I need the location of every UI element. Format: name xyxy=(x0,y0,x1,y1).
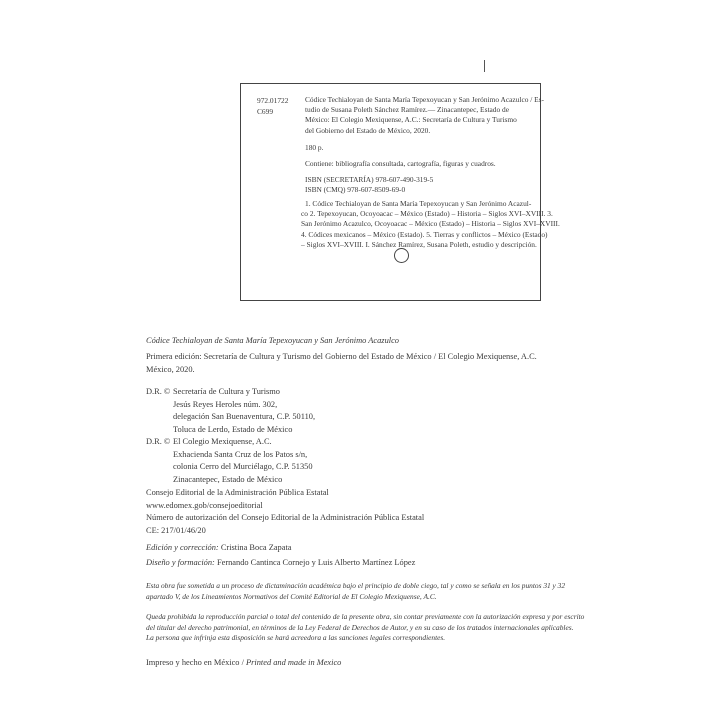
edition-credit: Edición y corrección: Cristina Boca Zapata xyxy=(146,543,292,552)
main-entry: Códice Techialoyan de Santa María Tepexoyucan y San Jerónimo Acazulco / Es- tudio de Susana Poleth Sánchez Ramírez.— Zinacantepec, Estado de México: El Colegio Mexiquense, A.C.: Secretaría de Cultura y Turismo del Gobierno del Estado de México, 2020. xyxy=(305,95,545,135)
isbn-list: ISBN (SECRETARÍA) 978-607-490-319-5 ISBN (CMQ) 978-607-8509-69-0 xyxy=(305,175,434,195)
card-hole-icon xyxy=(394,248,409,263)
contents-note: Contiene: bibliografía consultada, cartografía, figuras y cuadros. xyxy=(305,159,496,168)
call-number: 972.01722 C699 xyxy=(257,96,289,116)
catalog-card xyxy=(240,83,560,301)
design-credit: Diseño y formación: Fernando Cantinca Cornejo y Luis Alberto Martínez López xyxy=(146,558,416,567)
peer-review-note: Esta obra fue sometida a un proceso de dictaminación académica bajo el principio de doble ciego, tal y como se señala en los puntos 31 y 32 apartado V, de los Lineamientos Normativos del Comité Editorial de El Colegio Mexiquense, A.C. xyxy=(146,581,566,601)
edition-statement: Primera edición: Secretaría de Cultura y Turismo del Gobierno del Estado de México / El Colegio Mexiquense, A.C. México, 2020. xyxy=(146,352,537,374)
crop-mark xyxy=(484,60,485,72)
reproduction-notice: Queda prohibida la reproducción parcial o total del contenido de la presente obra, sin contar previamente con la autorización expresa y por escrito del titular del derecho patrimonial, en términos de la Ley Federal de Derechos de Autor, y en su caso de los tratados internacionales aplicables. La persona que infrinja esta disposición se hará acreedora a las sanciones legales correspondientes. xyxy=(146,612,585,643)
book-title: Códice Techialoyan de Santa María Tepexoyucan y San Jerónimo Acazulco xyxy=(146,336,399,345)
pages: 180 p. xyxy=(305,143,324,152)
consejo-editorial: Consejo Editorial de la Administración Pública Estatal www.edomex.gob/consejoeditorial Número de autorización del Consejo Editorial de la Administración Pública Estatal CE: 217/01/46/20 xyxy=(146,488,425,535)
printed-in: Impreso y hecho en México / Printed and made in Mexico xyxy=(146,658,342,667)
copyright-colegio: D.R. © El Colegio Mexiquense, A.C. Exhacienda Santa Cruz de los Patos s/n, colonia Cerro del Murciélago, C.P. 51350 Zinacantepec, Estado de México xyxy=(146,437,313,484)
copyright-secretaria: D.R. © Secretaría de Cultura y Turismo Jesús Reyes Heroles núm. 302, delegación San Buenaventura, C.P. 50110, Toluca de Lerdo, Estado de México xyxy=(146,387,316,434)
subject-headings: 1. Códice Techialoyan de Santa María Tepexoyucan y San Jerónimo Acazul- co 2. Tepexoyucan, Ocoyoacac – México (Estado) – Historia – Siglos XVI–XVIII. 3. San Jerónimo Acazulco, Ocoyoacac – México (Estado) – Historia – Siglos XVI–XVIII. 4. Códices mexicanos – México (Estado). 5. Tierras y conflictos – México (Estado) – Siglos XVI–XVIII. I. Sánchez Ramírez, Susana Poleth, estudio y descripción. xyxy=(301,199,560,249)
